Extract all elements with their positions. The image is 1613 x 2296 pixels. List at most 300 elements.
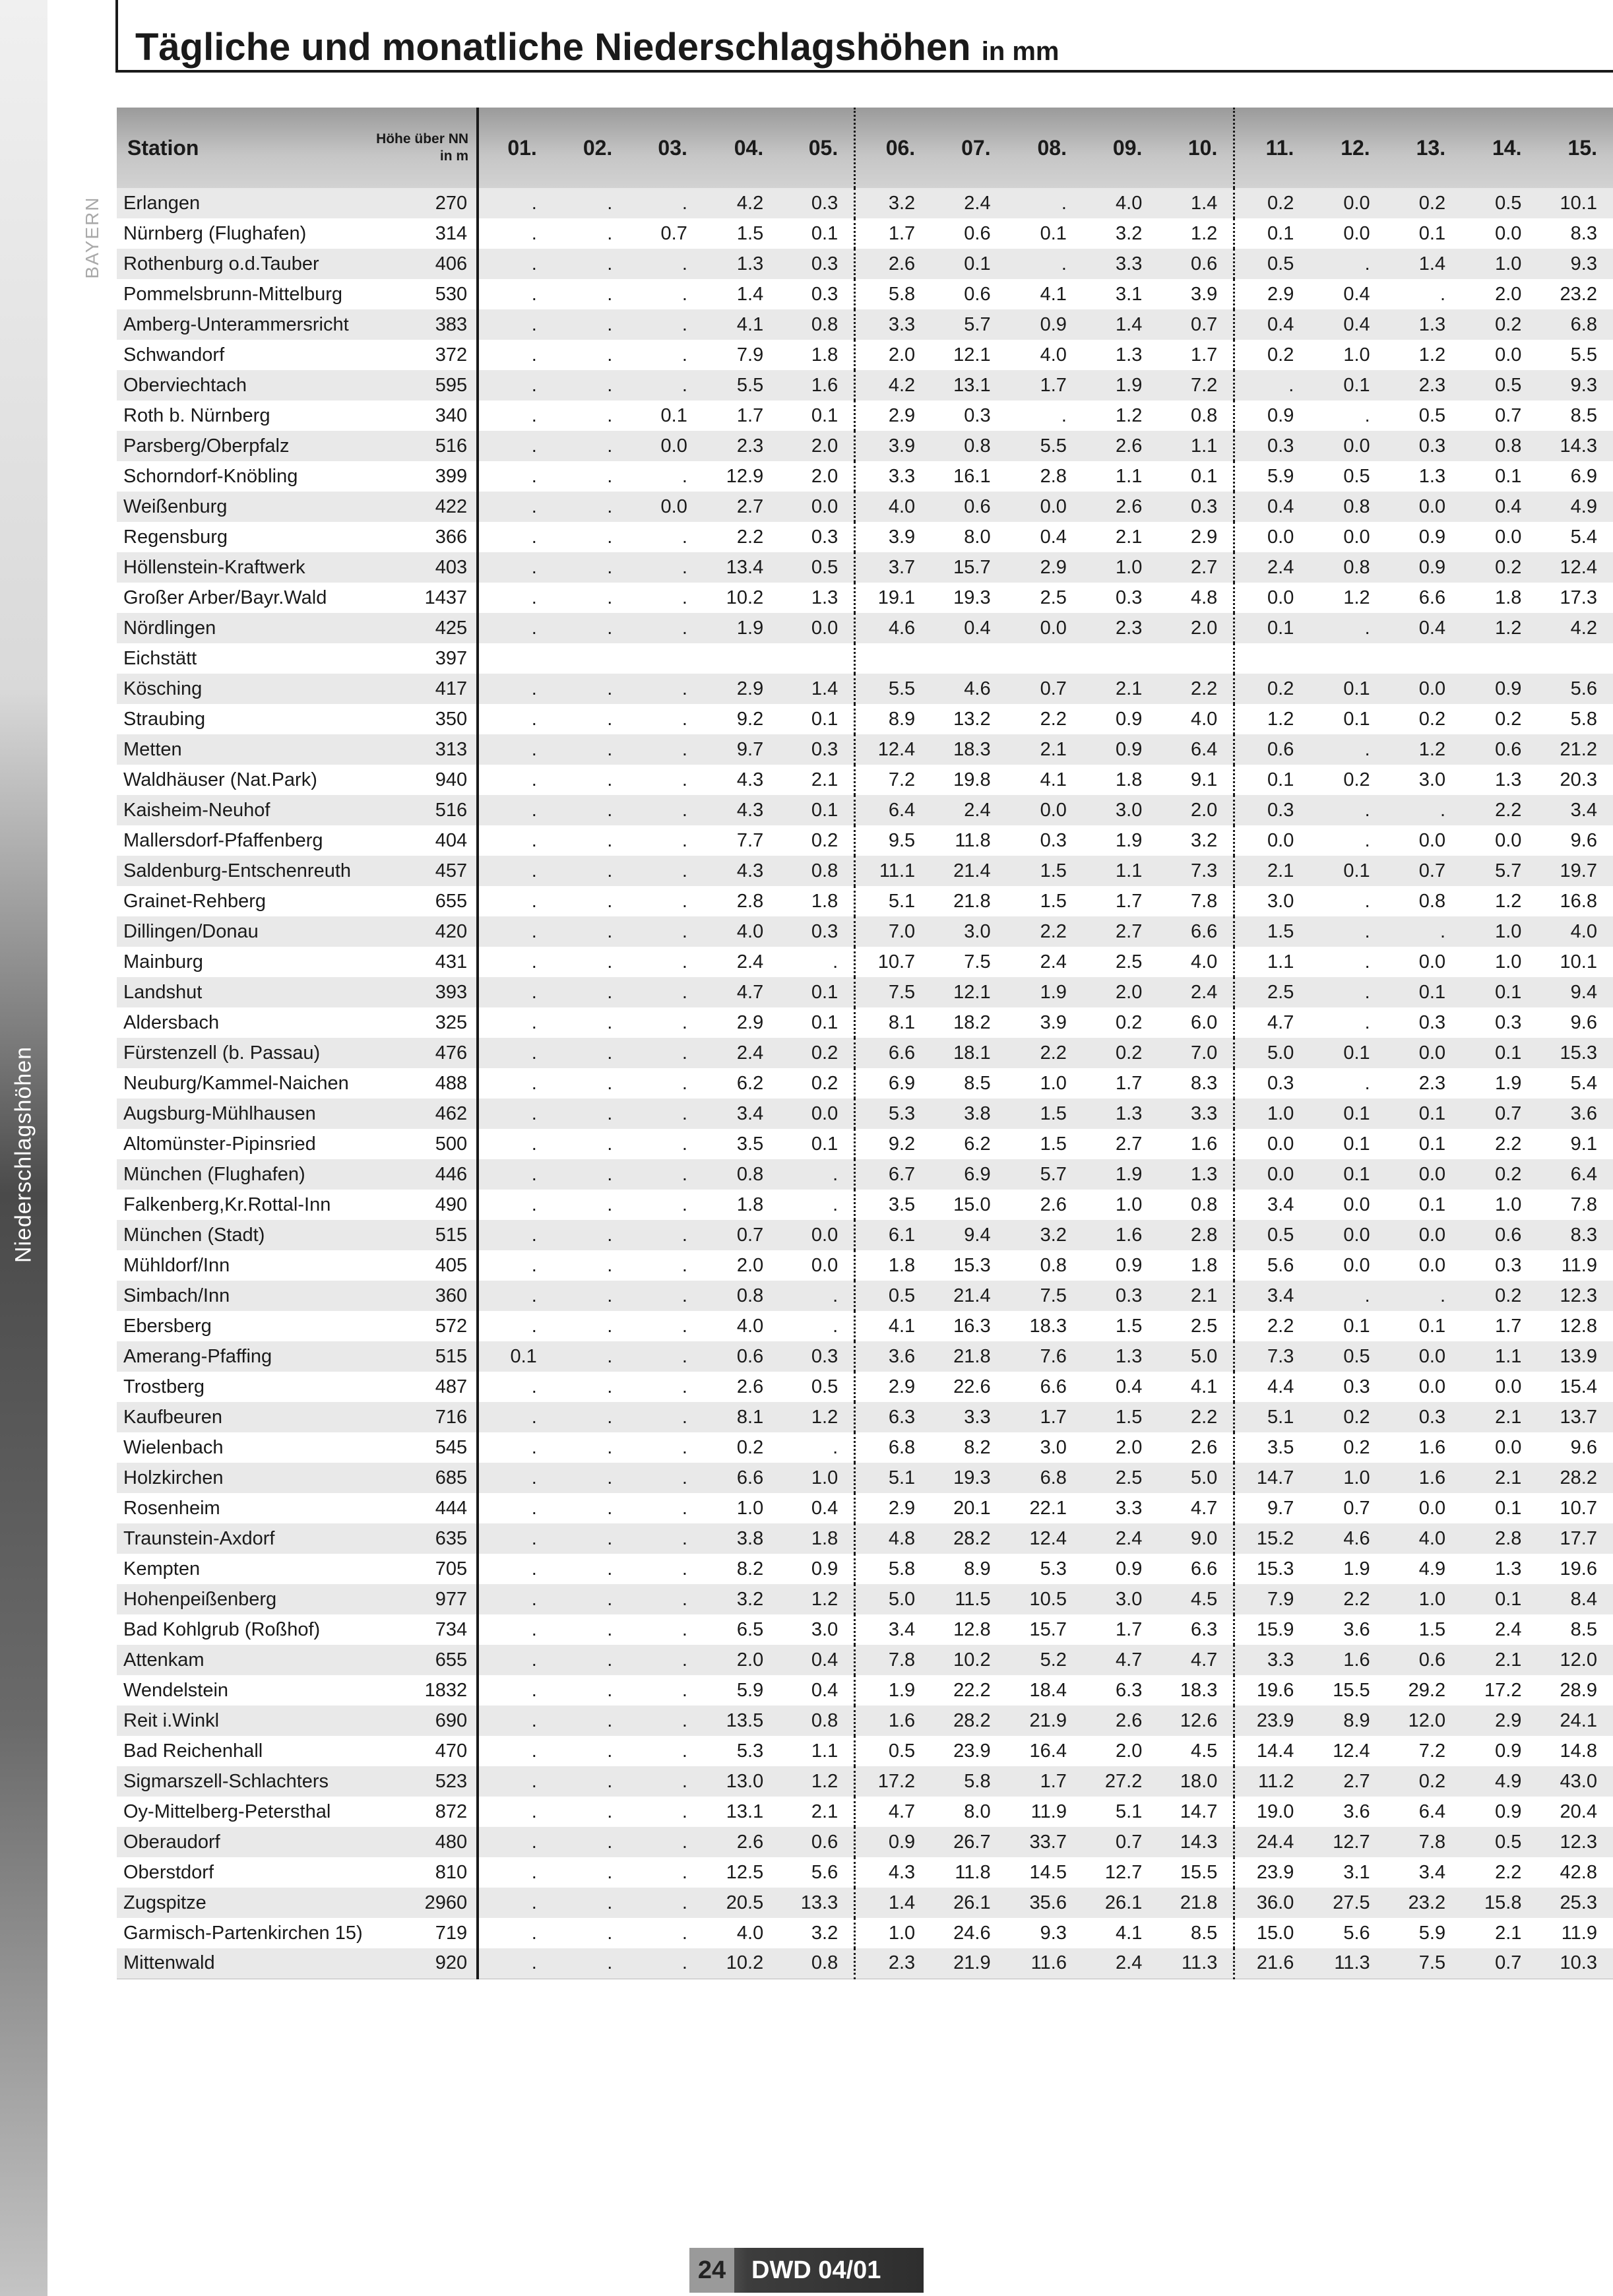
precip-cell: 26.7	[931, 1827, 1006, 1857]
precip-cell: 10.2	[931, 1645, 1006, 1675]
precip-cell: 3.9	[1007, 1007, 1083, 1038]
precip-cell: .	[478, 1857, 553, 1888]
precip-cell: 18.3	[931, 734, 1006, 765]
precip-cell: .	[628, 1220, 703, 1250]
header-day: 05.	[779, 108, 855, 188]
table-row	[117, 188, 1613, 218]
precip-cell: .	[478, 1099, 553, 1129]
table-row	[117, 1918, 1613, 1948]
precip-cell: 12.4	[1310, 1736, 1385, 1766]
precip-cell: 2.0	[779, 431, 855, 461]
precip-cell: 9.3	[1537, 370, 1613, 400]
precip-cell: 1.8	[703, 1190, 779, 1220]
precip-cell: 0.3	[779, 522, 855, 552]
precip-cell: .	[628, 1068, 703, 1099]
precip-cell: 6.6	[1007, 1372, 1083, 1402]
table-row	[117, 1129, 1613, 1159]
precip-cell	[628, 643, 703, 674]
precip-cell: 12.3	[1537, 1281, 1613, 1311]
precip-cell: 11.2	[1234, 1766, 1310, 1797]
precip-cell: .	[553, 1554, 629, 1584]
precip-cell: 16.8	[1537, 886, 1613, 916]
station-name: Rothenburg o.d.Tauber	[117, 249, 363, 279]
precip-cell: 4.3	[703, 765, 779, 795]
precip-cell: .	[553, 1857, 629, 1888]
precip-cell: 0.9	[1461, 1797, 1537, 1827]
precip-cell: 1.0	[855, 1918, 931, 1948]
precip-cell: .	[628, 309, 703, 340]
station-name: Amerang-Pfaffing	[117, 1341, 363, 1372]
precip-cell: .	[628, 1250, 703, 1281]
precip-cell: .	[1310, 947, 1385, 977]
precip-cell: 6.6	[1158, 1554, 1234, 1584]
precip-cell: 1.8	[1461, 583, 1537, 613]
precip-cell: .	[628, 886, 703, 916]
station-name: Holzkirchen	[117, 1463, 363, 1493]
precip-cell: 9.3	[1007, 1918, 1083, 1948]
precip-cell: 0.9	[779, 1554, 855, 1584]
precip-cell: 4.0	[1386, 1523, 1461, 1554]
precip-cell: 0.0	[1386, 1250, 1461, 1281]
precip-cell: 4.1	[703, 309, 779, 340]
precip-cell: 0.8	[703, 1159, 779, 1190]
precip-cell: 3.4	[1537, 795, 1613, 825]
precip-cell: 8.1	[855, 1007, 931, 1038]
precip-cell: .	[628, 583, 703, 613]
table-row	[117, 218, 1613, 249]
station-name: Neuburg/Kammel-Naichen	[117, 1068, 363, 1099]
precip-cell: .	[553, 674, 629, 704]
precip-cell: 21.4	[931, 1281, 1006, 1311]
precip-cell: 0.3	[1083, 1281, 1158, 1311]
station-height: 325	[363, 1007, 478, 1038]
precip-cell: 4.8	[855, 1523, 931, 1554]
precip-cell: 13.1	[703, 1797, 779, 1827]
header-station: Station	[117, 108, 363, 188]
header-day: 01.	[478, 108, 553, 188]
precip-cell: 11.9	[1537, 1918, 1613, 1948]
precip-cell: .	[628, 1190, 703, 1220]
precip-cell: .	[478, 1007, 553, 1038]
precip-cell: .	[553, 279, 629, 309]
precip-cell: 0.6	[1461, 1220, 1537, 1250]
station-height: 425	[363, 613, 478, 643]
precip-cell: 6.6	[703, 1463, 779, 1493]
header-day: 11.	[1234, 108, 1310, 188]
precip-cell: 1.4	[855, 1888, 931, 1918]
precip-cell: 1.1	[1083, 856, 1158, 886]
precip-cell: 0.3	[779, 279, 855, 309]
precip-cell: .	[553, 1918, 629, 1948]
header-day: 10.	[1158, 108, 1234, 188]
precip-cell: 2.6	[1007, 1190, 1083, 1220]
precip-cell: 0.0	[1386, 1341, 1461, 1372]
precip-cell: 2.1	[1234, 856, 1310, 886]
precip-cell: .	[553, 1068, 629, 1099]
precip-cell: 0.3	[1234, 1068, 1310, 1099]
precip-cell: 14.8	[1537, 1736, 1613, 1766]
precip-cell: 0.2	[1461, 1159, 1537, 1190]
precip-cell: 1.5	[1386, 1614, 1461, 1645]
precip-cell: 0.0	[1461, 1372, 1537, 1402]
table-row	[117, 340, 1613, 370]
precip-cell: 0.8	[779, 856, 855, 886]
precip-cell: 0.0	[1234, 522, 1310, 552]
precip-cell: 23.2	[1386, 1888, 1461, 1918]
precip-cell: 2.0	[703, 1250, 779, 1281]
precip-cell: 2.1	[1461, 1918, 1537, 1948]
precip-cell: 4.0	[1158, 947, 1234, 977]
precip-cell: .	[478, 1523, 553, 1554]
precip-cell: 6.0	[1158, 1007, 1234, 1038]
precip-cell: 2.4	[931, 795, 1006, 825]
precip-cell: 6.3	[1083, 1675, 1158, 1706]
precip-cell: .	[628, 461, 703, 492]
precip-cell: 5.6	[1234, 1250, 1310, 1281]
precip-cell: 0.2	[1234, 188, 1310, 218]
precip-cell: 15.7	[1007, 1614, 1083, 1645]
precip-cell: 15.3	[1234, 1554, 1310, 1584]
station-height: 734	[363, 1614, 478, 1645]
precip-cell: 3.3	[1234, 1645, 1310, 1675]
precip-cell: 6.2	[703, 1068, 779, 1099]
precip-cell: 6.4	[855, 795, 931, 825]
precip-cell: 4.4	[1234, 1372, 1310, 1402]
precip-cell: 1.5	[1007, 886, 1083, 916]
precip-cell: 2.9	[703, 674, 779, 704]
precip-cell: 2.5	[1083, 947, 1158, 977]
precip-cell: 1.6	[779, 370, 855, 400]
precip-cell: 1.2	[1461, 886, 1537, 916]
precip-cell: 27.5	[1310, 1888, 1385, 1918]
precip-cell: .	[478, 1068, 553, 1099]
station-name: Höllenstein-Kraftwerk	[117, 552, 363, 583]
precip-cell: 0.4	[779, 1675, 855, 1706]
precip-cell: 1.8	[779, 340, 855, 370]
precip-cell: 15.7	[931, 552, 1006, 583]
precip-cell: 0.9	[1083, 1554, 1158, 1584]
precip-cell: .	[628, 704, 703, 734]
precip-cell: 0.0	[1461, 522, 1537, 552]
precip-cell: 0.3	[1461, 1250, 1537, 1281]
precip-cell: 2.9	[855, 1372, 931, 1402]
precip-cell: 22.6	[931, 1372, 1006, 1402]
precip-cell: 3.6	[1537, 1099, 1613, 1129]
precip-cell: 24.1	[1537, 1706, 1613, 1736]
precip-cell: 0.1	[1310, 704, 1385, 734]
station-name: Mallersdorf-Pfaffenberg	[117, 825, 363, 856]
precip-cell: 8.3	[1537, 1220, 1613, 1250]
precip-cell: 3.9	[1158, 279, 1234, 309]
precip-cell: 4.6	[855, 613, 931, 643]
precip-cell: 0.5	[1234, 1220, 1310, 1250]
precip-cell: 0.0	[779, 492, 855, 522]
precip-cell: 15.3	[931, 1250, 1006, 1281]
precip-cell: 7.2	[855, 765, 931, 795]
precip-cell: 4.6	[1310, 1523, 1385, 1554]
precip-cell: 1.4	[779, 674, 855, 704]
precip-cell: 28.2	[931, 1523, 1006, 1554]
precip-cell: 3.0	[931, 916, 1006, 947]
precip-cell: 2.1	[1461, 1463, 1537, 1493]
precip-cell: 0.3	[1386, 1402, 1461, 1432]
precip-cell: 0.5	[1234, 249, 1310, 279]
precip-cell: .	[628, 1159, 703, 1190]
precip-cell: 2.4	[1007, 947, 1083, 977]
precip-cell: .	[478, 1584, 553, 1614]
table-row	[117, 1827, 1613, 1857]
precip-cell: 13.4	[703, 552, 779, 583]
precip-cell: 0.3	[1083, 583, 1158, 613]
precip-cell: 0.0	[1310, 431, 1385, 461]
precip-cell: 2.0	[1158, 795, 1234, 825]
station-name: Fürstenzell (b. Passau)	[117, 1038, 363, 1068]
precip-cell: 1.3	[1461, 765, 1537, 795]
table-row	[117, 309, 1613, 340]
precip-cell: .	[478, 734, 553, 765]
precip-cell: 3.6	[1310, 1614, 1385, 1645]
precip-cell: 0.1	[779, 218, 855, 249]
precip-cell: 4.0	[1007, 340, 1083, 370]
table-row	[117, 1007, 1613, 1038]
precip-cell: 2.8	[1461, 1523, 1537, 1554]
station-height: 366	[363, 522, 478, 552]
station-name: Altomünster-Pipinsried	[117, 1129, 363, 1159]
precip-cell: 17.2	[1461, 1675, 1537, 1706]
precip-cell: 1.5	[1007, 1129, 1083, 1159]
page-title-main: Tägliche und monatliche Niederschlagshöhen	[135, 26, 971, 69]
precip-cell: 0.8	[703, 1281, 779, 1311]
precip-cell: 0.9	[1386, 522, 1461, 552]
header-day: 03.	[628, 108, 703, 188]
precip-cell: .	[478, 916, 553, 947]
precip-cell: 20.3	[1537, 765, 1613, 795]
precip-cell: 0.3	[1234, 795, 1310, 825]
precip-cell: 0.2	[1083, 1038, 1158, 1068]
precip-cell: 2.0	[703, 1645, 779, 1675]
station-name: Amberg-Unterammersricht	[117, 309, 363, 340]
precip-cell: .	[628, 1099, 703, 1129]
precip-cell: 6.8	[1007, 1463, 1083, 1493]
precip-cell: 0.0	[1310, 1220, 1385, 1250]
precip-cell: 0.5	[855, 1281, 931, 1311]
precip-cell: 0.7	[1386, 856, 1461, 886]
precip-cell: .	[478, 249, 553, 279]
precip-cell: 2.0	[779, 461, 855, 492]
station-height: 404	[363, 825, 478, 856]
precip-cell: 0.0	[1386, 1220, 1461, 1250]
precip-cell: 12.5	[703, 1857, 779, 1888]
precip-cell: 0.0	[1461, 218, 1537, 249]
precip-cell: 7.5	[931, 947, 1006, 977]
precip-cell: 21.6	[1234, 1948, 1310, 1979]
precip-cell: 1.3	[1083, 1341, 1158, 1372]
table-row	[117, 643, 1613, 674]
precip-cell: 3.1	[1310, 1857, 1385, 1888]
precip-cell: 1.6	[1083, 1220, 1158, 1250]
precip-cell: 1.3	[779, 583, 855, 613]
precip-cell: .	[628, 1432, 703, 1463]
precip-cell: .	[478, 977, 553, 1007]
precip-cell: 5.3	[855, 1099, 931, 1129]
precip-cell: 0.7	[1158, 309, 1234, 340]
precip-cell: 0.6	[931, 218, 1006, 249]
precip-cell: .	[779, 1432, 855, 1463]
precip-cell: .	[478, 492, 553, 522]
station-name: Attenkam	[117, 1645, 363, 1675]
precip-cell: 26.1	[1083, 1888, 1158, 1918]
precip-cell: 0.1	[1461, 1493, 1537, 1523]
station-height: 406	[363, 249, 478, 279]
header-day: 04.	[703, 108, 779, 188]
precip-cell: 0.0	[1007, 795, 1083, 825]
precip-cell: 0.2	[1386, 188, 1461, 218]
precip-cell: 1.3	[1158, 1159, 1234, 1190]
precip-cell: 6.8	[855, 1432, 931, 1463]
table-row	[117, 1159, 1613, 1190]
station-name: Bad Reichenhall	[117, 1736, 363, 1766]
precip-cell: 2.2	[1310, 1584, 1385, 1614]
precip-cell: 6.4	[1386, 1797, 1461, 1827]
precip-cell: 0.9	[1386, 552, 1461, 583]
precip-cell: .	[553, 249, 629, 279]
precip-cell: 15.2	[1234, 1523, 1310, 1554]
precip-cell: 0.8	[1007, 1250, 1083, 1281]
table-row	[117, 704, 1613, 734]
precip-cell: 2.3	[703, 431, 779, 461]
precip-cell: .	[478, 1554, 553, 1584]
precip-cell	[553, 643, 629, 674]
precip-cell: 0.2	[779, 1068, 855, 1099]
precip-cell: 33.7	[1007, 1827, 1083, 1857]
header-day: 02.	[553, 108, 629, 188]
precip-cell: .	[553, 765, 629, 795]
precip-cell: .	[478, 1918, 553, 1948]
precip-cell: 0.8	[779, 1948, 855, 1979]
precip-cell: .	[1310, 825, 1385, 856]
precip-cell: 4.7	[1158, 1645, 1234, 1675]
precip-cell: 5.8	[855, 1554, 931, 1584]
station-height: 655	[363, 886, 478, 916]
precip-cell	[1158, 643, 1234, 674]
station-height: 719	[363, 1918, 478, 1948]
precip-cell: 7.7	[703, 825, 779, 856]
precip-cell: .	[628, 522, 703, 552]
precip-cell: 3.0	[1386, 765, 1461, 795]
precip-cell: 6.2	[931, 1129, 1006, 1159]
page-title-unit: in mm	[981, 37, 1060, 66]
precip-cell: 0.9	[1083, 1250, 1158, 1281]
precip-cell: 10.2	[703, 583, 779, 613]
precip-cell: 17.7	[1537, 1523, 1613, 1554]
station-height: 1437	[363, 583, 478, 613]
table-row	[117, 249, 1613, 279]
header-day: 09.	[1083, 108, 1158, 188]
station-name: Oberviechtach	[117, 370, 363, 400]
station-height: 690	[363, 1706, 478, 1736]
precip-cell: .	[1386, 916, 1461, 947]
precip-cell: 0.1	[779, 1007, 855, 1038]
table-row	[117, 1220, 1613, 1250]
precip-cell: .	[1310, 1007, 1385, 1038]
precip-cell: 4.3	[703, 856, 779, 886]
station-name: Bad Kohlgrub (Roßhof)	[117, 1614, 363, 1645]
precip-cell: 1.2	[1461, 613, 1537, 643]
precip-cell: .	[628, 1645, 703, 1675]
precip-cell: 0.3	[1310, 1372, 1385, 1402]
precip-cell: 2.1	[779, 1797, 855, 1827]
precip-cell: 6.1	[855, 1220, 931, 1250]
table-row	[117, 1038, 1613, 1068]
precip-cell: 1.7	[855, 218, 931, 249]
precip-cell: 1.9	[703, 613, 779, 643]
precip-cell: 2.1	[1158, 1281, 1234, 1311]
precip-cell: 5.5	[1007, 431, 1083, 461]
station-name: Hohenpeißenberg	[117, 1584, 363, 1614]
precip-cell: 1.0	[1234, 1099, 1310, 1129]
precip-cell: 3.3	[931, 1402, 1006, 1432]
precip-cell: 3.3	[855, 309, 931, 340]
precip-cell: 19.7	[1537, 856, 1613, 886]
precip-cell: .	[628, 765, 703, 795]
precip-cell: .	[478, 1402, 553, 1432]
precip-cell: .	[628, 1614, 703, 1645]
precip-cell: 0.3	[779, 188, 855, 218]
precip-cell: 1.9	[1083, 370, 1158, 400]
precip-cell: .	[1310, 977, 1385, 1007]
precip-cell: 0.1	[478, 1341, 553, 1372]
precip-cell: 0.1	[1386, 1099, 1461, 1129]
precip-cell: .	[553, 795, 629, 825]
header-day: 07.	[931, 108, 1006, 188]
precip-cell: 3.4	[1234, 1281, 1310, 1311]
precip-cell: .	[478, 886, 553, 916]
precip-cell: .	[553, 1129, 629, 1159]
precip-cell: 0.2	[1461, 704, 1537, 734]
precip-cell: 2.0	[855, 340, 931, 370]
station-height: 422	[363, 492, 478, 522]
precip-cell: 28.2	[1537, 1463, 1613, 1493]
precip-cell: 7.2	[1158, 370, 1234, 400]
precip-cell: .	[553, 1523, 629, 1554]
precip-cell: 0.1	[779, 795, 855, 825]
station-height: 403	[363, 552, 478, 583]
precip-cell: 8.2	[931, 1432, 1006, 1463]
precip-cell: 3.2	[1007, 1220, 1083, 1250]
precip-cell: 0.6	[1234, 734, 1310, 765]
precip-cell: 2.5	[1234, 977, 1310, 1007]
precip-cell: 4.7	[1083, 1645, 1158, 1675]
header-day: 15.	[1537, 108, 1613, 188]
station-height: 530	[363, 279, 478, 309]
precip-cell: 0.7	[1007, 674, 1083, 704]
precip-cell: .	[553, 431, 629, 461]
precip-cell: 3.0	[779, 1614, 855, 1645]
precip-cell: 21.2	[1537, 734, 1613, 765]
precip-cell: 19.6	[1234, 1675, 1310, 1706]
precip-cell: 0.0	[1234, 583, 1310, 613]
station-height: 515	[363, 1220, 478, 1250]
precip-cell: 3.5	[855, 1190, 931, 1220]
precip-cell: 1.0	[1461, 947, 1537, 977]
precip-cell: 0.9	[1461, 1736, 1537, 1766]
precip-cell: 1.7	[1007, 1766, 1083, 1797]
precip-cell: 0.6	[931, 279, 1006, 309]
station-height: 350	[363, 704, 478, 734]
precip-cell: 0.1	[779, 1129, 855, 1159]
precip-cell: .	[553, 1766, 629, 1797]
station-height: 270	[363, 188, 478, 218]
